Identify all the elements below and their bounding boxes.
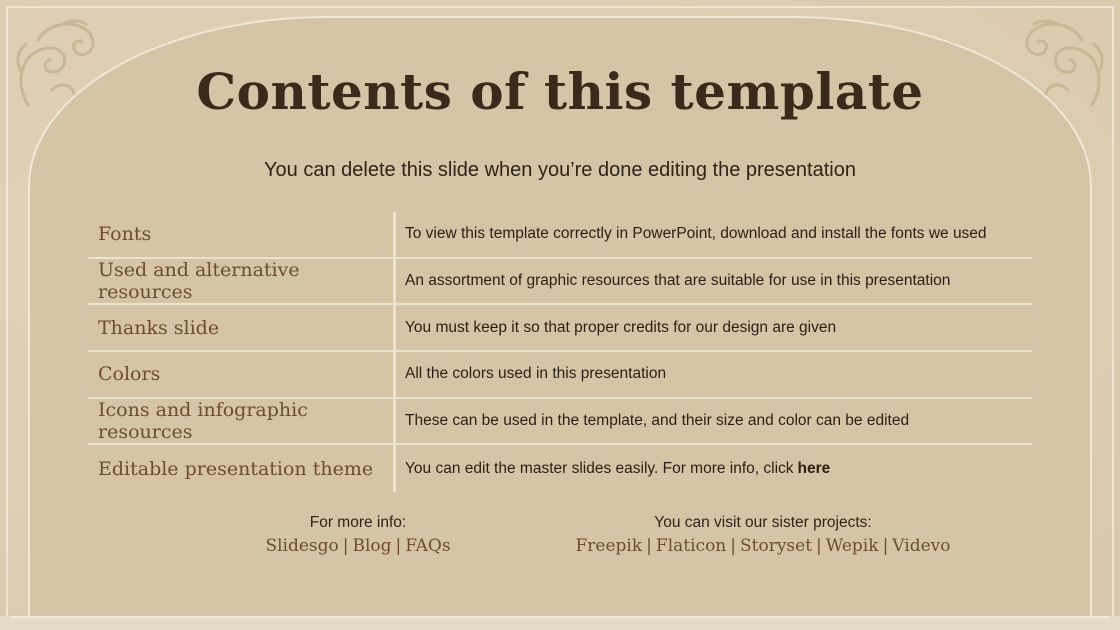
table-row xyxy=(88,305,1032,352)
table-row xyxy=(88,445,1032,492)
row-description: All the colors used in this presentation xyxy=(405,365,667,383)
contents-table xyxy=(88,212,1032,492)
row-label: Used and alternative resources xyxy=(88,259,396,304)
row-description: You must keep it so that proper credits for our design are given xyxy=(405,318,837,336)
footer-more-info-links: Slidesgo | Blog | FAQs xyxy=(265,536,451,556)
here-link[interactable]: here xyxy=(797,459,831,477)
row-description: An assortment of graphic resources that are suitable for use in this presentation xyxy=(405,272,951,290)
link-slidesgo[interactable]: Slidesgo xyxy=(265,536,339,556)
table-row xyxy=(88,212,1032,259)
footer-sister-projects-label: You can visit our sister projects: xyxy=(654,514,872,531)
link-freepik[interactable]: Freepik xyxy=(575,536,643,556)
row-label: Colors xyxy=(88,352,396,397)
footer-more-info xyxy=(238,514,478,556)
footer-sister-projects xyxy=(560,514,966,556)
footer-sister-projects-links: Freepik | Flaticon | Storyset | Wepik | Videvo xyxy=(575,536,951,556)
row-description-container xyxy=(396,445,1032,492)
slide-subtitle: You can delete this slide when you’re done editing the presentation xyxy=(264,159,856,181)
row-description: You can edit the master slides easily. For more info, click xyxy=(405,459,794,477)
table-row xyxy=(88,259,1032,306)
row-label: Editable presentation theme xyxy=(88,445,396,492)
slide-title: Contents of this template xyxy=(196,62,924,121)
link-flaticon[interactable]: Flaticon xyxy=(655,536,727,556)
row-label: Thanks slide xyxy=(88,305,396,350)
bottom-divider xyxy=(10,616,1110,618)
bottom-band xyxy=(0,616,1120,630)
link-videvo[interactable]: Videvo xyxy=(892,536,951,556)
link-wepik[interactable]: Wepik xyxy=(825,536,879,556)
link-faqs[interactable]: FAQs xyxy=(405,536,451,556)
table-row xyxy=(88,352,1032,399)
row-description: To view this template correctly in PowerPoint, download and install the fonts we used xyxy=(405,225,987,243)
row-label: Icons and infographic resources xyxy=(88,399,396,444)
link-storyset[interactable]: Storyset xyxy=(739,536,813,556)
link-blog[interactable]: Blog xyxy=(352,536,392,556)
footer-more-info-label: For more info: xyxy=(309,514,407,531)
row-description: These can be used in the template, and their size and color can be edited xyxy=(405,412,910,430)
table-row xyxy=(88,399,1032,446)
row-label: Fonts xyxy=(88,212,396,257)
